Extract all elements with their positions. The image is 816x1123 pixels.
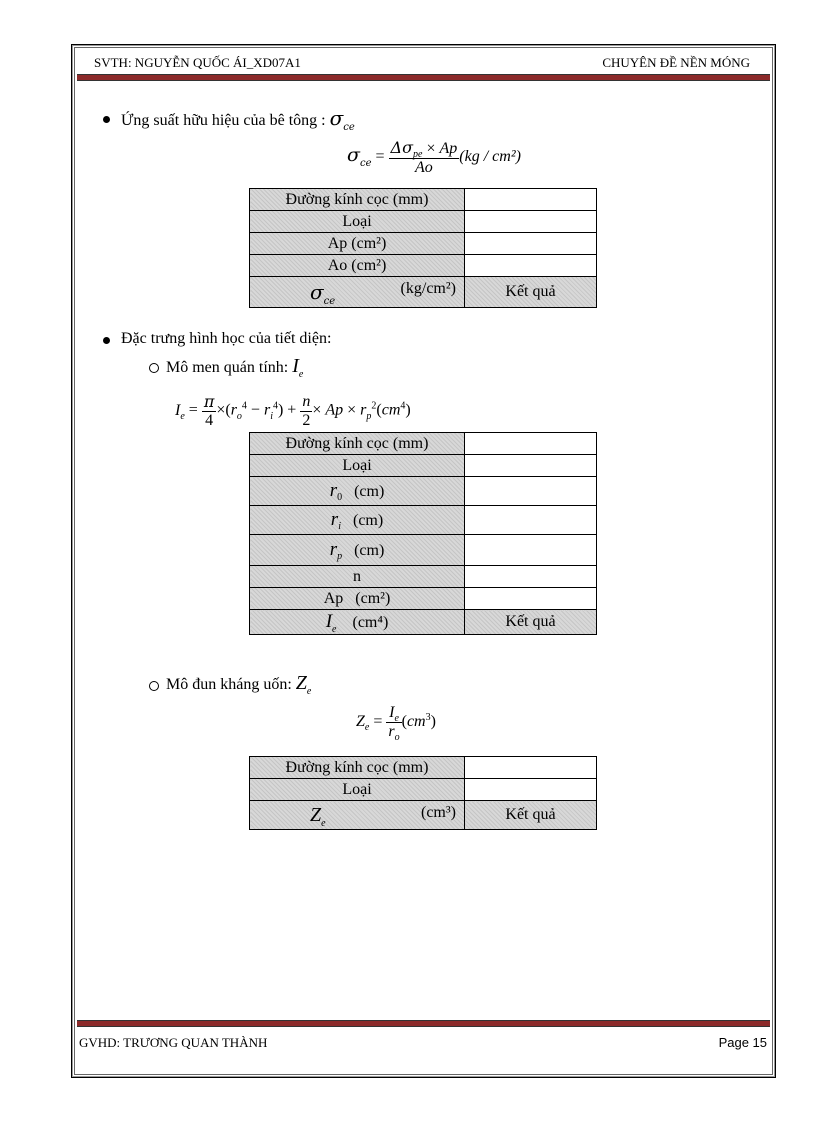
value-cell[interactable] — [465, 433, 597, 455]
result-cell: Kết quả — [465, 277, 597, 308]
row-label: Đường kính cọc (mm) — [250, 189, 465, 211]
value-cell[interactable] — [465, 757, 597, 779]
table-Ze — [249, 756, 597, 830]
header-left: SVTH: NGUYỄN QUỐC ÁI_XD07A1 — [94, 55, 301, 70]
row-label-ri: $r_i$ (cm) — [250, 506, 465, 535]
formula-Ze: $Z_e$ = $\frac{I_e}{r_o}$ $(cm^3)$ — [356, 704, 436, 744]
table-Ie — [249, 432, 597, 635]
value-cell[interactable] — [465, 233, 597, 255]
result-label: $\sigma_{ce}$ (kg/cm²) — [250, 277, 465, 308]
table-row — [250, 779, 597, 801]
table-row — [250, 455, 597, 477]
section2-sub1: Mô men quán tính: $I_e$ — [166, 355, 304, 380]
table-row — [250, 610, 597, 635]
value-cell[interactable] — [465, 255, 597, 277]
section1-text: Ứng suất hữu hiệu của bê tông : — [121, 112, 330, 129]
row-label-r0: $r_0$ (cm) — [250, 477, 465, 506]
r0-unit: (cm) — [354, 483, 385, 500]
table-row — [250, 477, 597, 506]
ri-unit: (cm) — [352, 512, 384, 529]
row-label: Ap (cm²) — [250, 233, 465, 255]
sub1-text: Mô men quán tính: — [166, 359, 293, 376]
header-rule — [77, 74, 770, 81]
table-row — [250, 757, 597, 779]
value-cell[interactable] — [465, 506, 597, 535]
section2-heading: Đặc trưng hình học của tiết diện: — [121, 330, 332, 347]
ap-unit: (cm²) — [355, 589, 391, 607]
row-label: Đường kính cọc (mm) — [250, 757, 465, 779]
result-label: $I_e$ (cm⁴) — [250, 610, 465, 635]
row-label: Loại — [250, 211, 465, 233]
sigma-ce-symbol: $\sigma_{ce}$ — [329, 106, 355, 133]
ap-label: Ap — [323, 589, 344, 607]
row-label-n: n — [250, 566, 465, 588]
circle-bullet-icon — [149, 681, 159, 691]
formula-sigma-ce: $\sigma_{ce}$ = $\frac{\Delta\sigma_{pe} \times Ap}{Ao}$ (kg / cm²) — [347, 138, 521, 176]
table-row — [250, 233, 597, 255]
table-row — [250, 255, 597, 277]
formula-Ie: $I_e$ = $\frac{\pi}{4}$ $\times(r_o^4 - r_i^4)$ + $\frac{n}{2}$ × $Ap \times r_p^2(cm^4)$ — [175, 392, 411, 429]
result-cell: Kết quả — [465, 610, 597, 635]
section3-sub: Mô đun kháng uốn: $Z_e$ — [166, 672, 312, 697]
row-label: Loại — [250, 455, 465, 477]
circle-bullet-icon — [149, 363, 159, 373]
bullet-icon — [103, 337, 110, 344]
table-row — [250, 506, 597, 535]
table-row — [250, 588, 597, 610]
table-row — [250, 433, 597, 455]
value-cell[interactable] — [465, 566, 597, 588]
section1-heading — [121, 106, 355, 133]
row-label-ap — [250, 588, 465, 610]
table-row — [250, 535, 597, 566]
table-sigma-ce — [249, 188, 597, 308]
value-cell[interactable] — [465, 189, 597, 211]
result-unit: (cm³) — [421, 803, 456, 821]
value-cell[interactable] — [465, 588, 597, 610]
result-label: $Z_e$ (cm³) — [250, 801, 465, 830]
result-cell: Kết quả — [465, 801, 597, 830]
table-row — [250, 189, 597, 211]
header-right: CHUYÊN ĐỀ NỀN MÓNG — [602, 55, 750, 70]
row-label: Ao (cm²) — [250, 255, 465, 277]
result-unit: (cm⁴) — [352, 614, 389, 631]
footer-left: GVHD: TRƯƠNG QUAN THÀNH — [79, 1035, 268, 1050]
value-cell[interactable] — [465, 477, 597, 506]
sub2-text: Mô đun kháng uốn: — [166, 676, 296, 693]
page-number: Page 15 — [718, 1035, 767, 1050]
value-cell[interactable] — [465, 779, 597, 801]
bullet-icon — [103, 116, 110, 123]
row-label: Loại — [250, 779, 465, 801]
formula1-unit: (kg / cm²) — [459, 148, 521, 166]
rp-unit: (cm) — [354, 542, 385, 559]
table-row — [250, 801, 597, 830]
table-row — [250, 566, 597, 588]
row-label: Đường kính cọc (mm) — [250, 433, 465, 455]
table-row — [250, 211, 597, 233]
result-unit: (kg/cm²) — [400, 280, 456, 297]
value-cell[interactable] — [465, 211, 597, 233]
row-label-rp: $r_p$ (cm) — [250, 535, 465, 566]
value-cell[interactable] — [465, 455, 597, 477]
value-cell[interactable] — [465, 535, 597, 566]
table-row — [250, 277, 597, 308]
footer-rule — [77, 1020, 770, 1027]
